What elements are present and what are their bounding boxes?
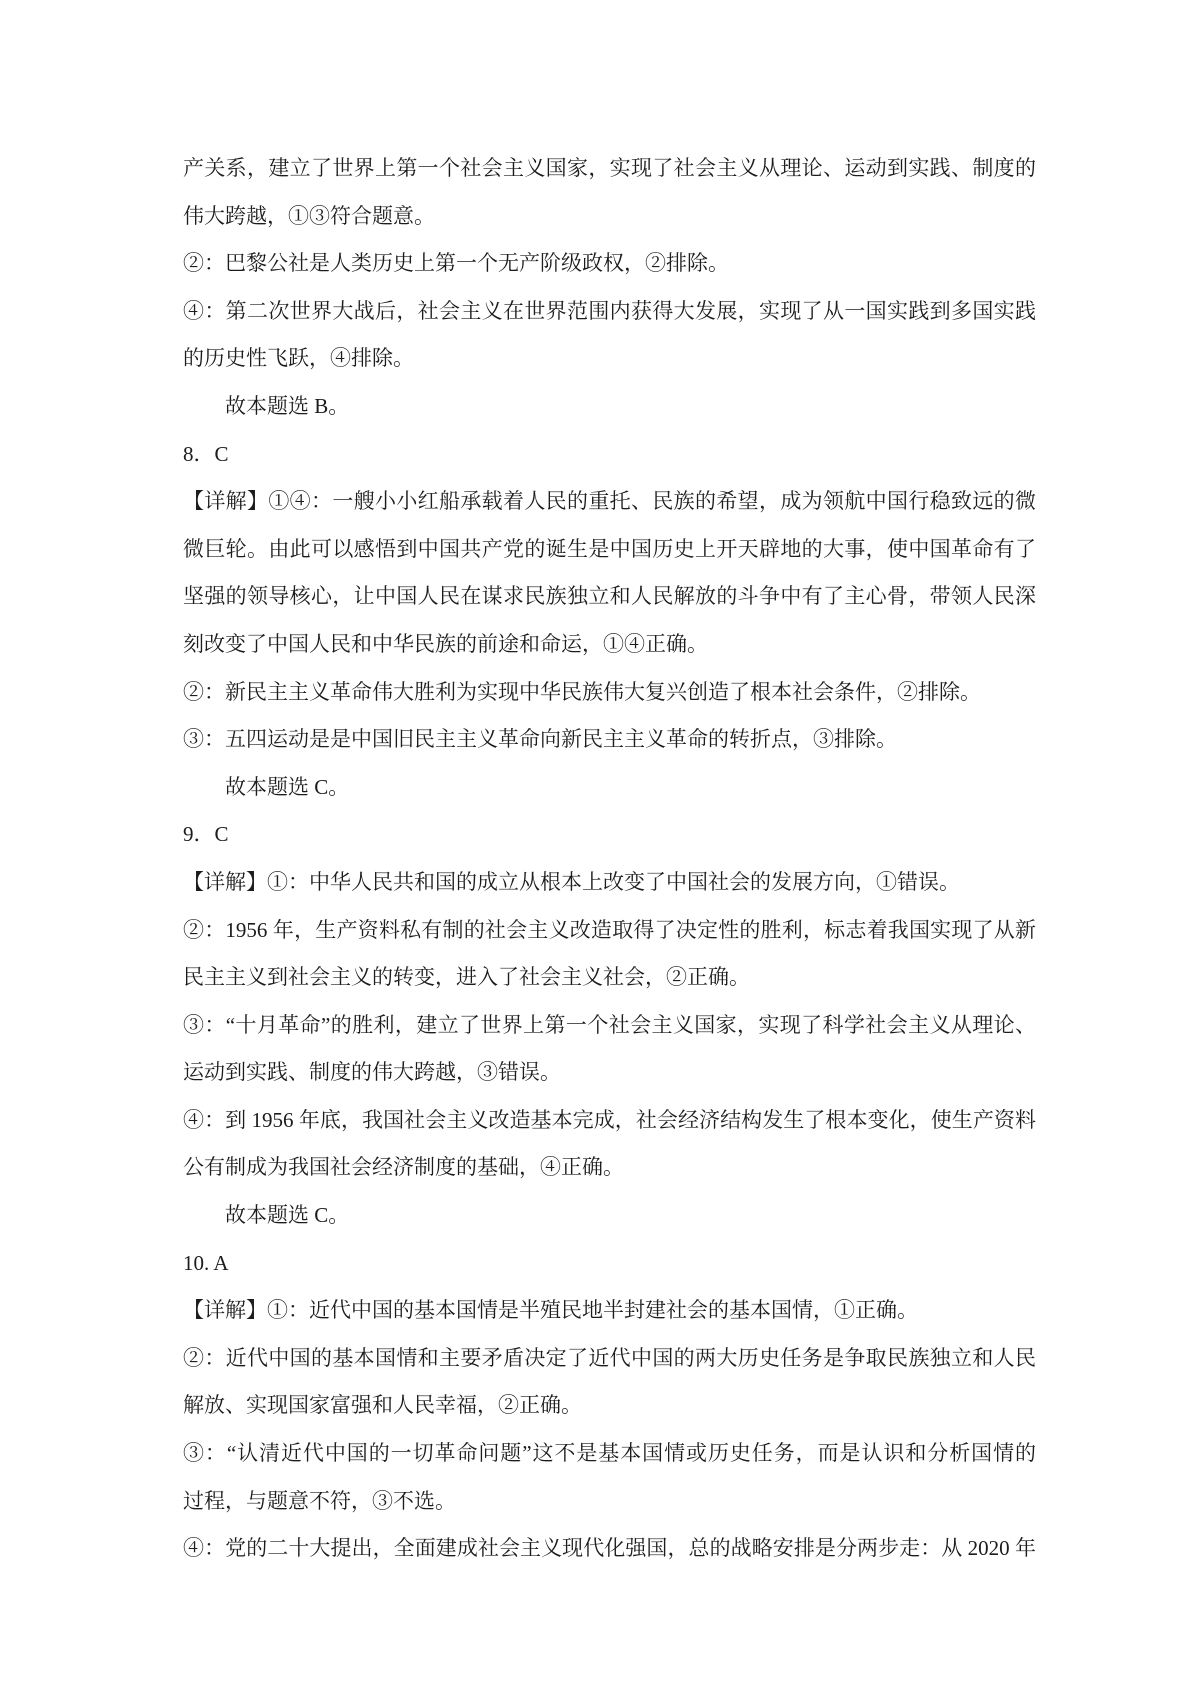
explanation-line: 的历史性飞跃，④排除。 (183, 346, 414, 371)
explanation-line: 刻改变了中国人民和中华民族的前途和命运，①④正确。 (183, 631, 708, 656)
answer-block-10 (183, 1240, 1036, 1573)
previous-answer-block (183, 145, 1036, 431)
explanation-line: ②：近代中国的基本国情和主要矛盾决定了近代中国的两大历史任务是争取民族独立和人民 (183, 1345, 1036, 1370)
explanation-line: 【详解】①：中华人民共和国的成立从根本上改变了中国社会的发展方向，①错误。 (183, 869, 960, 894)
explanation-line: 产关系，建立了世界上第一个社会主义国家，实现了社会主义从理论、运动到实践、制度的 (183, 156, 1036, 180)
explanation-line: 微巨轮。由此可以感悟到中国共产党的诞生是中国历史上开天辟地的大事，使中国革命有了 (183, 536, 1036, 561)
answer-block-8 (183, 431, 1036, 812)
explanation-line: ②：1956 年，生产资料私有制的社会主义改造取得了决定性的胜利，标志着我国实现了从新 (183, 917, 1036, 942)
explanation-line: 解放、实现国家富强和人民幸福，②正确。 (183, 1393, 582, 1418)
explanation-line: ④：到 1956 年底，我国社会主义改造基本完成，社会经济结构发生了根本变化，使生产资料 (183, 1107, 1036, 1132)
explanation-line: 【详解】①④：一艘小小红船承载着人民的重托、民族的希望，成为领航中国行稳致远的微 (183, 489, 1036, 514)
question-heading: 8．C (183, 441, 229, 466)
answer-block-9 (183, 811, 1036, 1239)
explanation-line: 过程，与题意不符，③不选。 (183, 1488, 456, 1513)
explanation-line: 民主主义到社会主义的转变，进入了社会主义社会，②正确。 (183, 965, 750, 990)
explanation-line: 坚强的领导核心，让中国人民在谋求民族独立和人民解放的斗争中有了主心骨，带领人民深 (183, 584, 1036, 609)
conclusion-line: 故本题选 B。 (225, 393, 350, 418)
explanation-line: 运动到实践、制度的伟大跨越，③错误。 (183, 1060, 561, 1085)
conclusion-line: 故本题选 C。 (225, 774, 350, 799)
explanation-line: ③：五四运动是是中国旧民主主义革命向新民主主义革命的转折点，③排除。 (183, 727, 897, 752)
explanation-line: ③：“十月革命”的胜利，建立了世界上第一个社会主义国家，实现了科学社会主义从理论、 (183, 1012, 1036, 1037)
conclusion-line: 故本题选 C。 (225, 1203, 350, 1228)
explanation-line: 公有制成为我国社会经济制度的基础，④正确。 (183, 1155, 624, 1180)
explanation-line: ②：巴黎公社是人类历史上第一个无产阶级政权，②排除。 (183, 251, 729, 276)
explanation-line: ②：新民主主义革命伟大胜利为实现中华民族伟大复兴创造了根本社会条件，②排除。 (183, 679, 981, 704)
explanation-line: 【详解】①：近代中国的基本国情是半殖民地半封建社会的基本国情，①正确。 (183, 1298, 918, 1323)
explanation-line: ④：第二次世界大战后，社会主义在世界范围内获得大发展，实现了从一国实践到多国实践 (183, 298, 1036, 323)
document-page (183, 145, 1036, 1573)
explanation-line: ③：“认清近代中国的一切革命问题”这不是基本国情或历史任务，而是认识和分析国情的 (183, 1441, 1036, 1466)
question-heading: 9．C (183, 822, 229, 847)
question-heading: 10. A (183, 1250, 229, 1275)
explanation-line: ④：党的二十大提出，全面建成社会主义现代化强国，总的战略安排是分两步走：从 2020 年 (183, 1536, 1036, 1561)
explanation-line: 伟大跨越，①③符合题意。 (183, 203, 435, 228)
